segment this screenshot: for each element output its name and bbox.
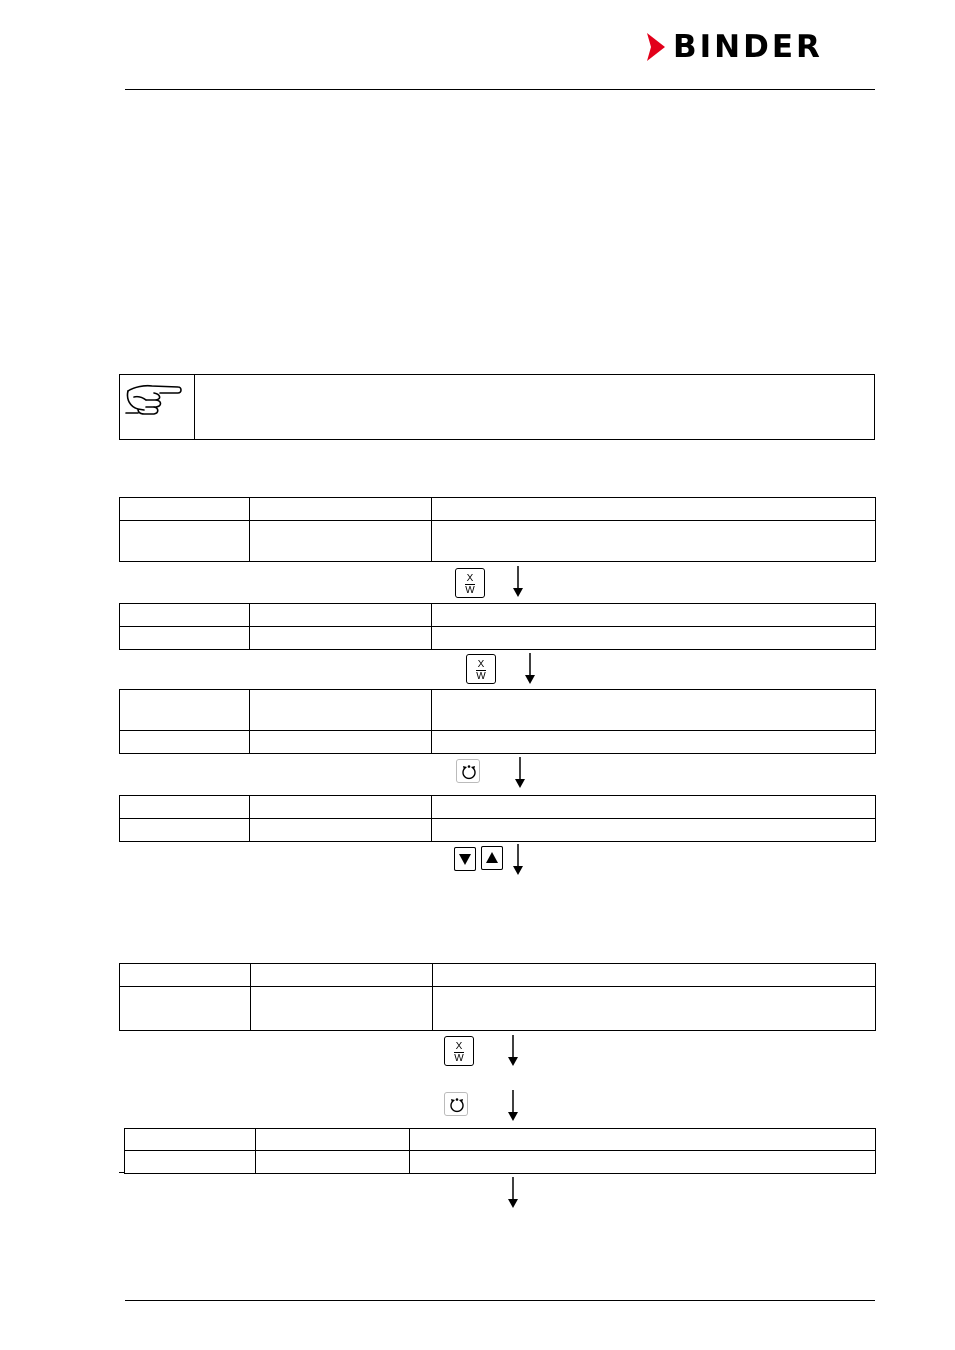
table-row bbox=[125, 1151, 876, 1174]
table-row bbox=[125, 1129, 876, 1151]
settings-table-2 bbox=[119, 603, 876, 650]
brand-name: BINDER bbox=[673, 29, 823, 65]
down-arrow-icon bbox=[513, 757, 527, 789]
settings-table-6 bbox=[124, 1128, 876, 1174]
table-row bbox=[120, 987, 876, 1031]
table-row bbox=[120, 731, 876, 754]
table-row bbox=[120, 604, 876, 627]
settings-table-4 bbox=[119, 795, 876, 842]
down-arrow-icon bbox=[511, 844, 525, 876]
table-row bbox=[120, 627, 876, 650]
note-box bbox=[119, 374, 875, 440]
pointing-hand-icon bbox=[124, 379, 184, 423]
reset-key-icon[interactable] bbox=[444, 1092, 468, 1116]
down-arrow-icon bbox=[506, 1090, 520, 1122]
down-arrow-icon bbox=[506, 1035, 520, 1067]
settings-table-5 bbox=[119, 963, 876, 1031]
settings-table-1 bbox=[119, 497, 876, 562]
xw-key-icon[interactable]: X W bbox=[466, 654, 496, 684]
xw-key-icon[interactable]: X W bbox=[444, 1036, 474, 1066]
brand-logo bbox=[645, 30, 877, 64]
note-icon-cell bbox=[120, 375, 195, 439]
table-row bbox=[120, 690, 876, 731]
table-row bbox=[120, 819, 876, 842]
table-row bbox=[120, 964, 876, 987]
reset-key-icon[interactable] bbox=[456, 759, 480, 783]
xw-key-icon[interactable]: X W bbox=[455, 568, 485, 598]
header-rule bbox=[125, 89, 875, 90]
binder-logo-icon bbox=[645, 31, 667, 63]
table-row bbox=[120, 521, 876, 562]
down-arrow-icon bbox=[523, 653, 537, 685]
up-triangle-key-icon[interactable] bbox=[481, 846, 503, 870]
down-arrow-icon bbox=[506, 1177, 520, 1209]
down-arrow-icon bbox=[511, 566, 525, 598]
footer-rule bbox=[125, 1300, 875, 1301]
table-row bbox=[120, 498, 876, 521]
down-triangle-key-icon[interactable] bbox=[454, 847, 476, 871]
table-row bbox=[120, 796, 876, 819]
table-tick bbox=[119, 1172, 125, 1173]
settings-table-3 bbox=[119, 689, 876, 754]
